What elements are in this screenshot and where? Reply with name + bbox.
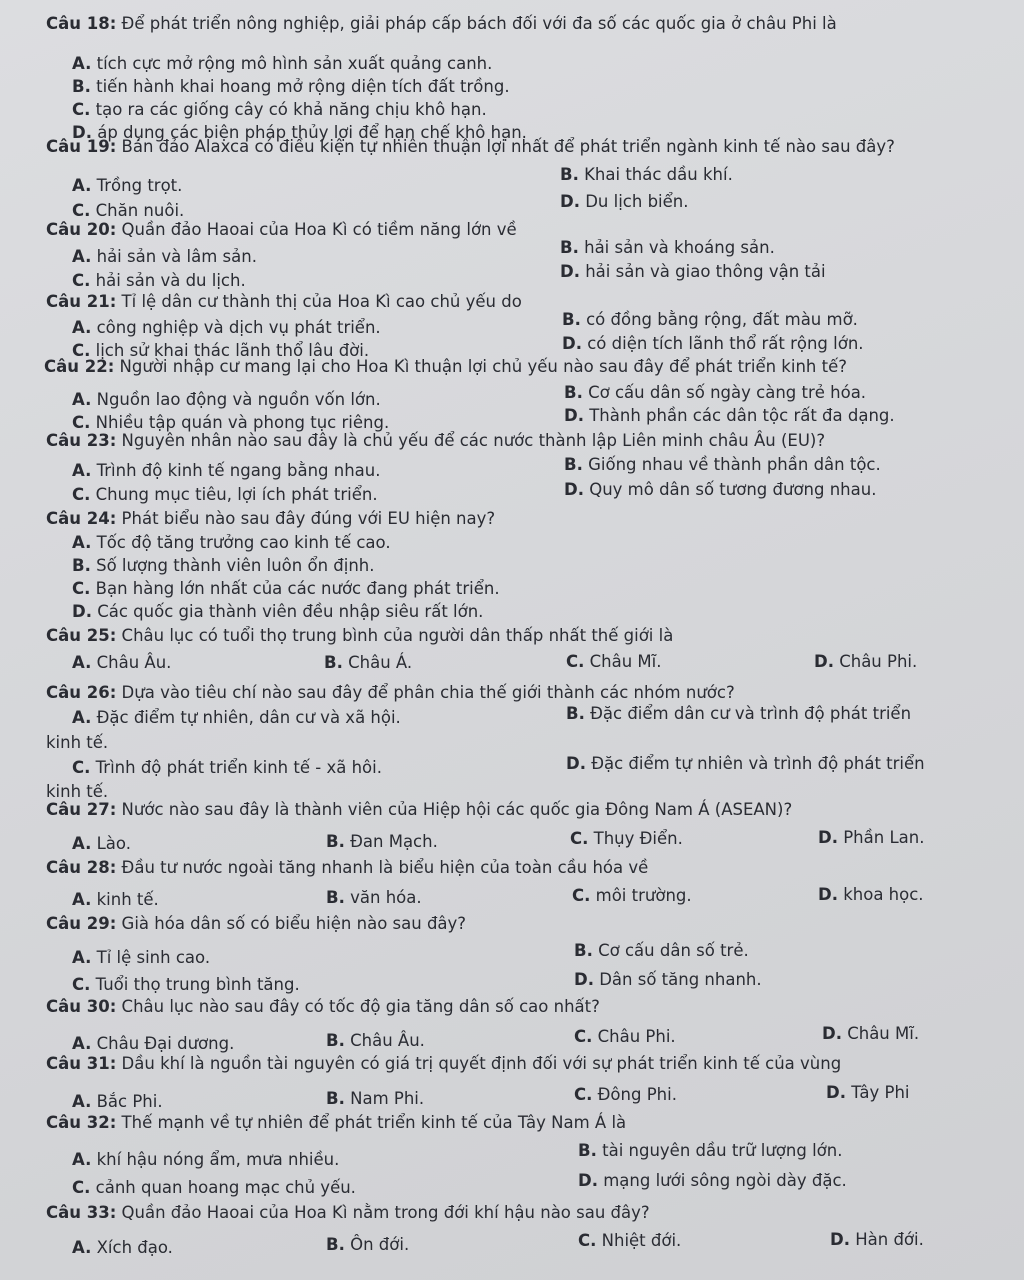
answer-option (72, 247, 257, 267)
option-text: Tỉ lệ sinh cao. (96, 948, 211, 967)
question-stem (44, 357, 847, 377)
option-text: mạng lưới sông ngòi dày đặc. (603, 1171, 847, 1190)
question-label: Câu 32: (46, 1113, 117, 1132)
option-text: Trình độ phát triển kinh tế - xã hôi. (95, 758, 382, 777)
option-text: Đặc điểm tự nhiên, dân cư và xã hội. (96, 708, 401, 727)
question-text: Châu lục nào sau đây có tốc độ gia tăng dân số cao nhất? (121, 997, 600, 1016)
option-letter: A. (72, 1092, 92, 1111)
option-letter: C. (72, 413, 91, 432)
option-text: Du lịch biển. (585, 192, 689, 211)
option-text: Cơ cấu dân số ngày càng trẻ hóa. (588, 383, 867, 402)
question-text: Bán đảo Alaxca có điều kiện tự nhiên thuận lợi nhất để phát triển ngành kinh tế nào sau đây? (121, 137, 895, 156)
option-letter: D. (826, 1083, 846, 1102)
option-text: lịch sử khai thác lãnh thổ lâu đời. (95, 341, 370, 360)
option-text: Trình độ kinh tế ngang bằng nhau. (96, 461, 381, 480)
option-letter: D. (562, 334, 582, 353)
answer-option (574, 970, 762, 990)
answer-option (564, 406, 895, 426)
option-text: Châu Mĩ. (589, 652, 662, 671)
option-letter: B. (72, 77, 91, 96)
option-letter: A. (72, 1034, 92, 1053)
option-letter: B. (326, 888, 345, 907)
answer-option (572, 886, 692, 906)
answer-option (72, 271, 246, 291)
option-text: tài nguyên dầu trữ lượng lớn. (602, 1141, 843, 1160)
answer-option (72, 176, 182, 196)
option-letter: A. (72, 834, 92, 853)
question-stem (46, 220, 517, 240)
answer-option (564, 480, 876, 500)
question-stem (46, 1203, 650, 1223)
option-letter: D. (578, 1171, 598, 1190)
question-text: Phát biểu nào sau đây đúng với EU hiện nay? (121, 509, 496, 528)
answer-option (72, 890, 159, 910)
question-text: Tỉ lệ dân cư thành thị của Hoa Kì cao chủ yếu do (121, 292, 522, 311)
option-letter: A. (72, 653, 92, 672)
option-text: Châu Mĩ. (847, 1024, 920, 1043)
answer-option (326, 888, 422, 908)
option-text: hải sản và lâm sản. (96, 247, 257, 266)
option-text: Bạn hàng lớn nhất của các nước đang phát triển. (95, 579, 500, 598)
option-letter: A. (72, 708, 92, 727)
option-continuation: kinh tế. (46, 782, 109, 801)
answer-option (72, 834, 131, 854)
option-text: Thụy Điển. (593, 829, 683, 848)
answer-option (564, 455, 881, 475)
option-text: có diện tích lãnh thổ rất rộng lớn. (587, 334, 864, 353)
option-letter: D. (830, 1230, 850, 1249)
option-letter: D. (560, 262, 580, 281)
question-stem (46, 800, 792, 820)
answer-option (326, 832, 438, 852)
answer-option (72, 1034, 234, 1054)
option-letter: B. (564, 455, 583, 474)
question-label: Câu 18: (46, 14, 117, 33)
option-text: hải sản và khoáng sản. (584, 238, 775, 257)
option-text: Khai thác dầu khí. (584, 165, 733, 184)
option-letter: A. (72, 318, 92, 337)
question-text: Dựa vào tiêu chí nào sau đây để phân chia thế giới thành các nhóm nước? (121, 683, 735, 702)
option-text: Đặc điểm dân cư và trình độ phát triển (590, 704, 912, 723)
answer-option (560, 192, 688, 212)
answer-option (578, 1171, 847, 1191)
answer-option (72, 533, 391, 553)
option-text: Châu Phi. (597, 1027, 676, 1046)
question-stem (46, 626, 673, 646)
option-letter: C. (72, 271, 91, 290)
option-letter: A. (72, 1150, 92, 1169)
option-letter: B. (324, 653, 343, 672)
option-letter: D. (566, 754, 586, 773)
question-stem (46, 997, 600, 1017)
option-text: Nam Phi. (350, 1089, 425, 1108)
question-label: Câu 23: (46, 431, 117, 450)
option-letter: C. (566, 652, 585, 671)
option-letter: C. (572, 886, 591, 905)
option-text: hải sản và du lịch. (95, 271, 246, 290)
option-text: Châu Âu. (350, 1031, 425, 1050)
option-letter: B. (560, 238, 579, 257)
answer-option (830, 1230, 924, 1250)
question-label: Câu 24: (46, 509, 117, 528)
option-letter: C. (72, 975, 91, 994)
option-letter: D. (818, 885, 838, 904)
option-text: Xích đạo. (96, 1238, 173, 1257)
option-letter: A. (72, 890, 92, 909)
answer-option (826, 1083, 909, 1103)
option-text: áp dụng các biện pháp thủy lợi để hạn chế khô hạn. (97, 123, 527, 142)
option-letter: C. (574, 1027, 593, 1046)
option-letter: D. (818, 828, 838, 847)
option-letter: B. (72, 556, 91, 575)
option-text: Đặc điểm tự nhiên và trình độ phát triển (591, 754, 925, 773)
question-stem (46, 137, 895, 157)
answer-option (72, 201, 184, 221)
option-letter: A. (72, 176, 92, 195)
question-text: Nước nào sau đây là thành viên của Hiệp hội các quốc gia Đông Nam Á (ASEAN)? (121, 800, 793, 819)
answer-option (72, 1178, 356, 1198)
question-label: Câu 22: (44, 357, 115, 376)
option-text: Nhiều tập quán và phong tục riêng. (95, 413, 390, 432)
answer-option (72, 1238, 173, 1258)
question-text: Quần đảo Haoai của Hoa Kì nằm trong đới khí hậu nào sau đây? (121, 1203, 650, 1222)
option-text: cảnh quan hoang mạc chủ yếu. (95, 1178, 356, 1197)
answer-option (566, 754, 925, 774)
answer-option (818, 828, 924, 848)
option-text: Số lượng thành viên luôn ổn định. (96, 556, 375, 575)
question-text: Đầu tư nước ngoài tăng nhanh là biểu hiện của toàn cầu hóa về (121, 858, 649, 877)
option-letter: B. (562, 310, 581, 329)
answer-option (822, 1024, 919, 1044)
option-letter: C. (72, 341, 91, 360)
option-letter: C. (72, 1178, 91, 1197)
answer-option (578, 1141, 842, 1161)
option-text: Đan Mạch. (350, 832, 438, 851)
option-text: Phần Lan. (843, 828, 925, 847)
option-letter: C. (72, 100, 91, 119)
option-letter: B. (578, 1141, 597, 1160)
option-letter: D. (72, 123, 92, 142)
question-label: Câu 19: (46, 137, 117, 156)
option-text: tích cực mở rộng mô hình sản xuất quảng canh. (96, 54, 493, 73)
answer-option (72, 485, 378, 505)
option-letter: B. (326, 832, 345, 851)
option-continuation: kinh tế. (46, 733, 109, 752)
option-text: văn hóa. (350, 888, 422, 907)
option-text: Châu Âu. (96, 653, 172, 672)
answer-option (72, 653, 171, 673)
option-letter: C. (72, 579, 91, 598)
option-letter: B. (574, 941, 593, 960)
question-label: Câu 33: (46, 1203, 117, 1222)
option-text: Đông Phi. (597, 1085, 677, 1104)
option-letter: B. (566, 704, 585, 723)
option-text: Dân số tăng nhanh. (599, 970, 762, 989)
option-letter: C. (574, 1085, 593, 1104)
question-text: Quần đảo Haoai của Hoa Kì có tiềm năng lớn về (121, 220, 517, 239)
option-text: Chung mục tiêu, lợi ích phát triển. (95, 485, 378, 504)
option-text: Tây Phi (851, 1083, 910, 1102)
option-text: hải sản và giao thông vận tải (585, 262, 826, 281)
answer-option (574, 1027, 676, 1047)
option-text: Bắc Phi. (96, 1092, 163, 1111)
answer-option (72, 602, 483, 622)
option-text: Cơ cấu dân số trẻ. (598, 941, 749, 960)
option-letter: D. (72, 602, 92, 621)
option-text: Ôn đới. (350, 1235, 410, 1254)
option-letter: A. (72, 533, 92, 552)
option-text: Nguồn lao động và nguồn vốn lớn. (96, 390, 381, 409)
answer-option (72, 413, 389, 433)
answer-option (326, 1031, 425, 1051)
option-text: Thành phần các dân tộc rất đa dạng. (589, 406, 895, 425)
question-label: Câu 20: (46, 220, 117, 239)
question-label: Câu 29: (46, 914, 117, 933)
question-label: Câu 26: (46, 683, 117, 702)
option-letter: A. (72, 390, 92, 409)
answer-option (72, 708, 401, 728)
answer-option (818, 885, 924, 905)
question-stem (46, 683, 735, 703)
option-text: Giống nhau về thành phần dân tộc. (588, 455, 881, 474)
answer-option (560, 165, 733, 185)
question-text: Dầu khí là nguồn tài nguyên có giá trị quyết định đối với sự phát triển kinh tế của vùng (121, 1054, 842, 1073)
answer-option (72, 461, 380, 481)
option-text: tạo ra các giống cây có khả năng chịu khô hạn. (95, 100, 487, 119)
answer-option (574, 1085, 677, 1105)
answer-option (72, 758, 382, 778)
answer-option (72, 318, 381, 338)
answer-option (574, 941, 749, 961)
answer-option (72, 1150, 339, 1170)
answer-option (326, 1089, 424, 1109)
question-text: Để phát triển nông nghiệp, giải pháp cấp bách đối với đa số các quốc gia ở châu Phi là (121, 14, 837, 33)
question-label: Câu 30: (46, 997, 117, 1016)
question-stem (46, 1054, 841, 1074)
option-text: Hàn đới. (855, 1230, 924, 1249)
answer-option (72, 948, 210, 968)
question-text: Người nhập cư mang lại cho Hoa Kì thuận lợi chủ yếu nào sau đây để phát triển kinh tế? (119, 357, 847, 376)
option-text: Tốc độ tăng trưởng cao kinh tế cao. (96, 533, 391, 552)
answer-option (72, 556, 375, 576)
option-letter: A. (72, 247, 92, 266)
option-text: Châu Phi. (839, 652, 918, 671)
option-text: khoa học. (843, 885, 924, 904)
option-text: môi trường. (595, 886, 692, 905)
option-text: có đồng bằng rộng, đất màu mỡ. (586, 310, 858, 329)
option-text: Quy mô dân số tương đương nhau. (589, 480, 877, 499)
option-text: Tuổi thọ trung bình tăng. (95, 975, 300, 994)
answer-option (566, 704, 911, 724)
question-stem (46, 914, 466, 934)
option-text: công nghiệp và dịch vụ phát triển. (96, 318, 381, 337)
option-letter: B. (564, 383, 583, 402)
question-stem (46, 431, 825, 451)
question-label: Câu 25: (46, 626, 117, 645)
option-text: Trồng trọt. (96, 176, 183, 195)
option-text: tiến hành khai hoang mở rộng diện tích đất trồng. (96, 77, 510, 96)
option-letter: C. (570, 829, 589, 848)
option-letter: D. (814, 652, 834, 671)
question-stem (46, 858, 648, 878)
answer-option (566, 652, 662, 672)
answer-option (326, 1235, 409, 1255)
option-letter: C. (72, 201, 91, 220)
option-text: Lào. (96, 834, 131, 853)
answer-option (72, 579, 500, 599)
option-letter: D. (564, 406, 584, 425)
answer-option (814, 652, 917, 672)
question-stem (46, 1113, 626, 1133)
question-text: Nguyên nhân nào sau đây là chủ yếu để các nước thành lập Liên minh châu Âu (EU)? (121, 431, 826, 450)
option-letter: B. (326, 1235, 345, 1254)
option-text: Châu Đại dương. (96, 1034, 235, 1053)
option-text: kinh tế. (96, 890, 159, 909)
option-letter: C. (72, 758, 91, 777)
question-label: Câu 31: (46, 1054, 117, 1073)
option-text: Châu Á. (348, 653, 413, 672)
question-label: Câu 27: (46, 800, 117, 819)
option-letter: A. (72, 948, 92, 967)
option-text: Nhiệt đới. (601, 1231, 682, 1250)
answer-option (570, 829, 683, 849)
answer-option (72, 54, 492, 74)
answer-option (324, 653, 412, 673)
option-letter: A. (72, 1238, 92, 1257)
option-letter: C. (72, 485, 91, 504)
question-stem (46, 14, 837, 34)
question-label: Câu 28: (46, 858, 117, 877)
question-stem (46, 509, 495, 529)
option-text: khí hậu nóng ẩm, mưa nhiều. (96, 1150, 340, 1169)
answer-option (72, 77, 510, 97)
option-letter: B. (560, 165, 579, 184)
question-text: Già hóa dân số có biểu hiện nào sau đây? (121, 914, 467, 933)
answer-option (72, 975, 300, 995)
question-text: Thế mạnh về tự nhiên để phát triển kinh tế của Tây Nam Á là (121, 1113, 627, 1132)
answer-option (72, 390, 381, 410)
option-letter: D. (560, 192, 580, 211)
option-text: Chăn nuôi. (95, 201, 185, 220)
question-text: Châu lục có tuổi thọ trung bình của người dân thấp nhất thế giới là (121, 626, 674, 645)
answer-option (564, 383, 866, 403)
option-letter: A. (72, 54, 92, 73)
answer-option (72, 1092, 163, 1112)
answer-option (562, 334, 864, 354)
option-letter: A. (72, 461, 92, 480)
option-letter: D. (574, 970, 594, 989)
option-letter: D. (822, 1024, 842, 1043)
option-letter: C. (578, 1231, 597, 1250)
answer-option (578, 1231, 681, 1251)
answer-option (560, 262, 826, 282)
question-stem (46, 292, 522, 312)
option-text: Các quốc gia thành viên đều nhập siêu rất lớn. (97, 602, 484, 621)
option-letter: B. (326, 1089, 345, 1108)
answer-option (72, 100, 487, 120)
answer-option (562, 310, 858, 330)
option-letter: D. (564, 480, 584, 499)
answer-option (560, 238, 775, 258)
question-label: Câu 21: (46, 292, 117, 311)
option-letter: B. (326, 1031, 345, 1050)
